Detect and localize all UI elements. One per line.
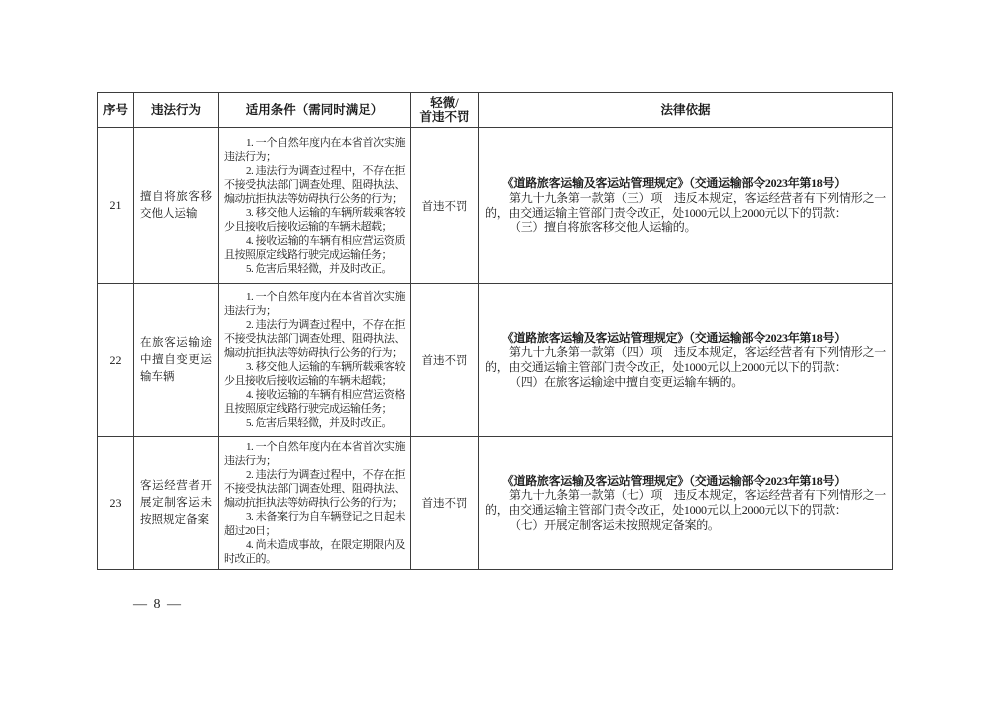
- row-index: 21: [98, 128, 134, 284]
- condition-item: 1. 一个自然年度内在本省首次实施违法行为；: [224, 441, 405, 467]
- legal-basis-clause: 第九十九条第一款第（四）项 违反本规定，客运经营者有下列情形之一的，由交通运输主管部门责令改正，处1000元以上2000元以下的罚款：: [485, 345, 886, 374]
- condition-item: 2. 违法行为调查过程中，不存在拒不接受执法部门调查处理、阻碍执法、煽动抗拒执法等妨碍执行公务的行为；: [224, 469, 405, 509]
- legal-basis: [479, 284, 893, 437]
- condition-item: 3. 移交他人运输的车辆所载乘客较少且接收后接收运输的车辆未超载；: [224, 361, 405, 387]
- table-row-23: [98, 437, 893, 570]
- header-index: 序号: [98, 93, 134, 128]
- header-penalty-line2: 首违不罚: [419, 110, 470, 124]
- legal-basis-clause: 第九十九条第一款第（七）项 违反本规定，客运经营者有下列情形之一的，由交通运输主管部门责令改正，处1000元以上2000元以下的罚款：: [485, 488, 886, 517]
- legal-basis-item: （七）开展定制客运未按照规定备案的。: [509, 517, 720, 532]
- condition-item: 1. 一个自然年度内在本省首次实施违法行为；: [224, 136, 405, 163]
- condition-item: 2. 违法行为调查过程中，不存在拒不接受执法部门调查处理、阻碍执法、煽动抗拒执法等妨碍执行公务的行为；: [224, 164, 405, 205]
- violation-behavior: 客运经营者开展定制客运未按照规定备案: [134, 437, 219, 570]
- penalty-type: 首违不罚: [411, 128, 479, 284]
- table-header-row: [98, 93, 893, 128]
- table-row-22: [98, 284, 893, 437]
- regulations-table: [97, 92, 893, 570]
- page-number: — 8 —: [133, 597, 183, 612]
- condition-item: 2. 违法行为调查过程中，不存在拒不接受执法部门调查处理、阻碍执法、煽动抗拒执法等妨碍执行公务的行为；: [224, 319, 405, 359]
- violation-behavior: 在旅客运输途中擅自变更运输车辆: [134, 284, 219, 437]
- legal-basis: [479, 437, 893, 570]
- header-penalty-line1: 轻微/: [430, 96, 459, 110]
- legal-basis-clause: 第九十九条第一款第（三）项 违反本规定，客运经营者有下列情形之一的，由交通运输主管部门责令改正，处1000元以上2000元以下的罚款：: [485, 190, 886, 220]
- legal-basis-title: 《道路旅客运输及客运站管理规定》（交通运输部令2023年第18号）: [501, 176, 846, 191]
- legal-basis-item: （四）在旅客运输途中擅自变更运输车辆的。: [509, 374, 744, 389]
- applicable-conditions: [219, 128, 411, 284]
- legal-basis-item: （三）擅自将旅客移交他人运输的。: [509, 220, 697, 235]
- applicable-conditions: [219, 437, 411, 570]
- legal-basis-title: 《道路旅客运输及客运站管理规定》（交通运输部令2023年第18号）: [501, 330, 846, 345]
- legal-basis: [479, 128, 893, 284]
- condition-item: 1. 一个自然年度内在本省首次实施违法行为；: [224, 291, 405, 317]
- condition-item: 4. 接收运输的车辆有相应营运资质且按照原定线路行驶完成运输任务；: [224, 234, 405, 261]
- condition-item: 5. 危害后果轻微，并及时改正。: [246, 417, 392, 429]
- row-index: 22: [98, 284, 134, 437]
- table-row-21: [98, 128, 893, 284]
- condition-item: 5. 危害后果轻微，并及时改正。: [246, 262, 392, 275]
- legal-basis-title: 《道路旅客运输及客运站管理规定》（交通运输部令2023年第18号）: [501, 473, 846, 488]
- applicable-conditions: [219, 284, 411, 437]
- condition-item: 4. 尚未造成事故，在限定期限内及时改正的。: [224, 539, 405, 565]
- header-behavior: 违法行为: [134, 93, 219, 128]
- header-conditions: 适用条件（需同时满足）: [219, 93, 411, 128]
- row-index: 23: [98, 437, 134, 570]
- condition-item: 3. 移交他人运输的车辆所载乘客较少且接收后接收运输的车辆未超载；: [224, 206, 405, 233]
- violation-behavior: 擅自将旅客移交他人运输: [134, 128, 219, 284]
- header-penalty: [411, 93, 479, 128]
- header-legal-basis: 法律依据: [479, 93, 893, 128]
- condition-item: 4. 接收运输的车辆有相应营运资格且按照原定线路行驶完成运输任务；: [224, 389, 405, 415]
- penalty-type: 首违不罚: [411, 284, 479, 437]
- penalty-type: 首违不罚: [411, 437, 479, 570]
- condition-item: 3. 未备案行为自车辆登记之日起未超过20日；: [224, 511, 405, 537]
